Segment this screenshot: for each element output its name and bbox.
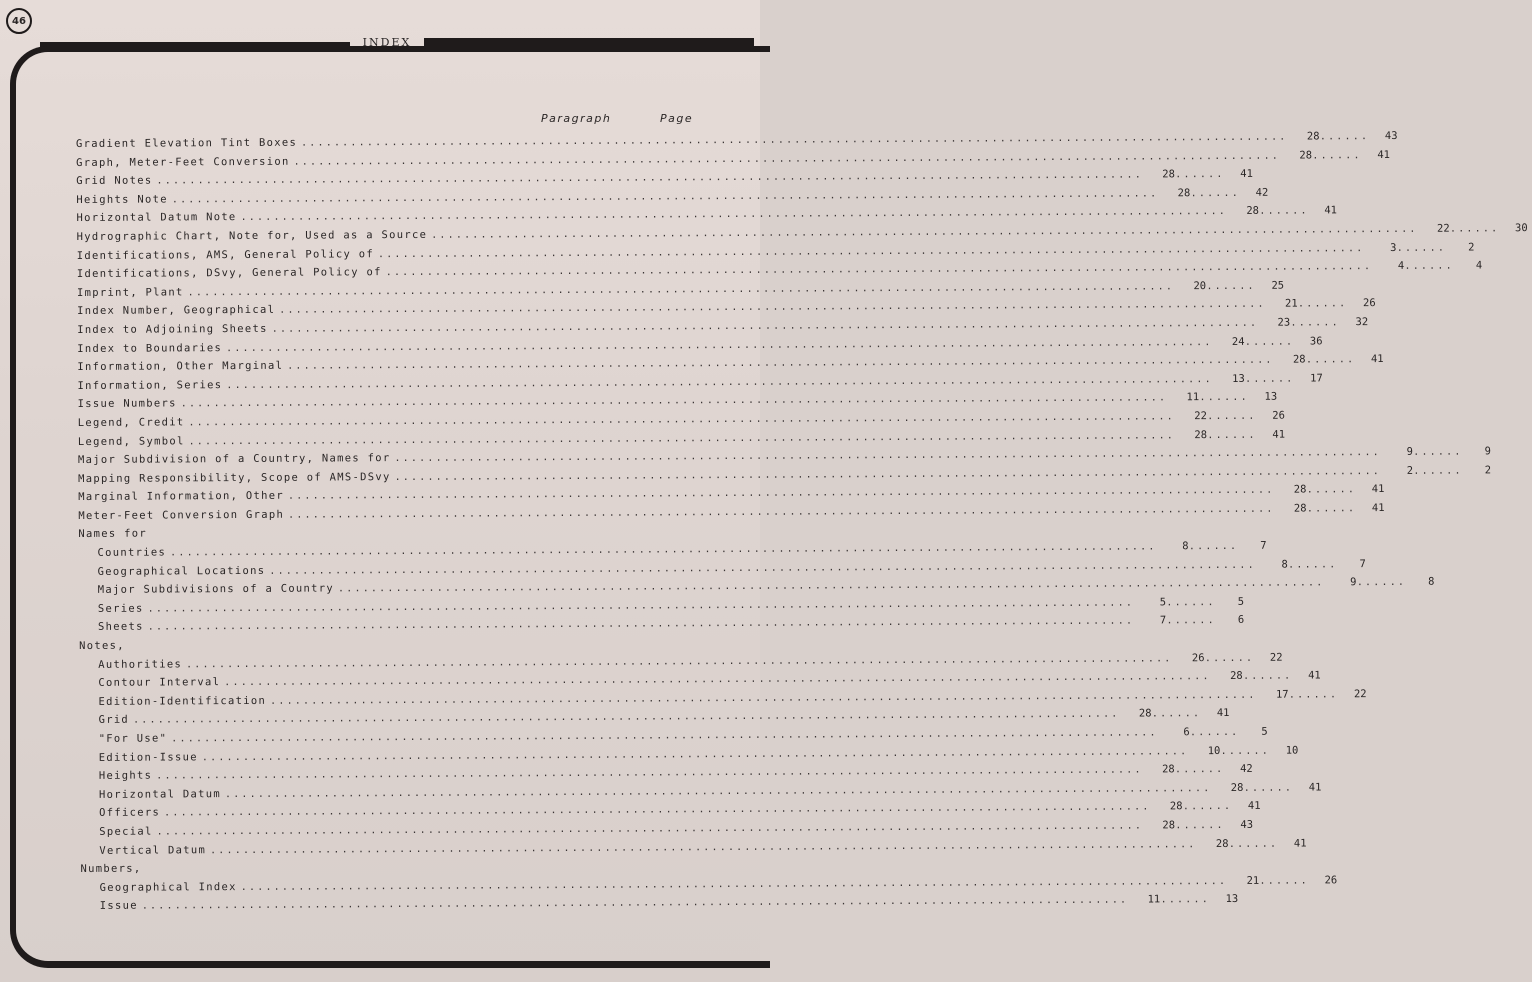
paragraph-number: 5 xyxy=(1159,596,1167,609)
paragraph-number: 28 xyxy=(1169,800,1183,813)
paragraph-number: 9 xyxy=(1406,445,1413,458)
column-header-paragraph: Paragraph xyxy=(541,112,612,125)
dot-leader: ........................................................................................................................ xyxy=(240,875,1228,893)
dot-leader: ........................................................................................................................ xyxy=(164,801,1151,819)
entry-label: Identifications, DSvy, General Policy of xyxy=(76,266,382,281)
page-reference: 22 xyxy=(1269,651,1283,664)
entry-label: Information, Other Marginal xyxy=(77,359,284,374)
paragraph-number: 28 xyxy=(1230,781,1244,794)
page-reference: 41 xyxy=(1371,501,1385,514)
paragraph-number: 28 xyxy=(1293,483,1307,496)
dot-leader: ...... xyxy=(1190,187,1240,199)
page-reference: 26 xyxy=(1272,409,1285,422)
entry-label: Legend, Symbol xyxy=(77,434,185,448)
page-reference: 4 xyxy=(1475,259,1483,272)
paragraph-number: 13 xyxy=(1232,372,1245,385)
dot-leader: ........................................................................................................................ xyxy=(188,429,1176,447)
dot-leader: ...... xyxy=(1259,205,1309,218)
dot-leader: ........................................................................................................................ xyxy=(171,727,1158,745)
entry-label: Series xyxy=(97,602,144,615)
entry-label: Gradient Elevation Tint Boxes xyxy=(76,136,298,150)
page-number: 46 xyxy=(12,15,26,27)
paragraph-number: 17 xyxy=(1275,688,1289,701)
entry-label: Index Number, Geographical xyxy=(77,304,276,318)
dot-leader: ........................................................................................................................ xyxy=(141,894,1129,912)
dot-leader: ...... xyxy=(1199,392,1249,404)
dot-leader: ...... xyxy=(1175,169,1225,181)
entry-label: Heights xyxy=(98,769,153,783)
dot-leader: ...... xyxy=(1312,149,1362,162)
paragraph-number: 28 xyxy=(1194,428,1208,441)
page-reference: 5 xyxy=(1237,595,1245,608)
entry-label: Index to Adjoining Sheets xyxy=(77,322,268,336)
paragraph-number: 28 xyxy=(1292,353,1306,366)
page-reference: 41 xyxy=(1240,167,1253,181)
dot-leader: ........................................................................................................................ xyxy=(288,503,1275,521)
page-reference: 41 xyxy=(1308,781,1322,794)
dot-leader: ........................................................................................................................ xyxy=(394,447,1381,465)
paragraph-number: 6 xyxy=(1183,726,1190,739)
dot-leader: ...... xyxy=(1182,801,1233,813)
entry-label: Authorities xyxy=(98,657,183,671)
page-reference: 32 xyxy=(1355,316,1369,329)
entry-label: Identifications, AMS, General Policy of xyxy=(76,247,374,262)
dot-leader: ...... xyxy=(1151,708,1202,720)
paragraph-number: 11 xyxy=(1147,893,1161,906)
dot-leader: ...... xyxy=(1306,484,1357,496)
paragraph-number: 4 xyxy=(1397,260,1405,273)
dot-leader: ........................................................................................................................ xyxy=(301,131,1288,149)
dot-leader: ........................................................................................................................ xyxy=(188,411,1175,429)
entry-label: Special xyxy=(99,825,153,838)
page-reference: 41 xyxy=(1293,837,1307,850)
page-reference: 17 xyxy=(1310,372,1323,385)
entry-label: Numbers, xyxy=(80,862,142,876)
entry-label: Hydrographic Chart, Note for, Used as a Source xyxy=(76,228,428,243)
paragraph-number: 21 xyxy=(1246,874,1260,887)
page-number-badge xyxy=(6,8,32,34)
paragraph-number: 28 xyxy=(1293,502,1307,515)
page-reference: 30 xyxy=(1514,222,1528,235)
paragraph-number: 28 xyxy=(1177,186,1191,200)
entry-label: Issue xyxy=(99,899,138,913)
page-reference: 43 xyxy=(1240,818,1254,831)
dot-leader: ...... xyxy=(1160,894,1210,906)
entry-label: Edition-Issue xyxy=(98,750,198,764)
page-reference: 13 xyxy=(1264,390,1278,404)
dot-leader: ...... xyxy=(1188,540,1239,553)
entry-label: Index to Boundaries xyxy=(77,341,223,355)
index-entry-list xyxy=(76,129,1528,919)
dot-leader: ...... xyxy=(1245,373,1295,385)
dot-leader: ........................................................................................................................ xyxy=(147,615,1135,634)
index-entry xyxy=(81,893,1239,918)
page-reference: 41 xyxy=(1308,669,1321,682)
dot-leader: ...... xyxy=(1319,131,1370,143)
entry-label: Countries xyxy=(97,546,167,559)
entry-label: Imprint, Plant xyxy=(76,286,184,299)
dot-leader: ...... xyxy=(1175,764,1225,776)
dot-leader: ...... xyxy=(1413,465,1463,477)
dot-leader: ........................................................................................................................ xyxy=(224,671,1211,689)
entry-label: Information, Series xyxy=(77,378,223,392)
paragraph-number: 21 xyxy=(1284,297,1298,310)
entry-label: Horizontal Datum xyxy=(98,787,221,801)
entry-label: Horizontal Datum Note xyxy=(76,211,237,225)
dot-leader: ........................................................................................................................ xyxy=(156,764,1143,782)
entry-label: Grid xyxy=(98,714,130,727)
dot-leader: ...... xyxy=(1243,782,1294,794)
page-reference: 41 xyxy=(1377,148,1391,161)
entry-label: Issue Numbers xyxy=(77,397,177,411)
dot-leader: ...... xyxy=(1305,354,1356,366)
dot-leader: ........................................................................................................................ xyxy=(170,541,1157,559)
dot-leader: ...... xyxy=(1288,689,1339,701)
dot-leader: ........................................................................................................................ xyxy=(269,559,1256,577)
dot-leader: ...... xyxy=(1259,875,1309,887)
entry-label: Legend, Credit xyxy=(77,416,185,429)
entry-label: Meter-Feet Conversion Graph xyxy=(78,508,285,522)
entry-label: Grid Notes xyxy=(76,174,153,188)
dot-leader: ...... xyxy=(1297,298,1348,310)
dot-leader: ...... xyxy=(1244,336,1295,348)
paragraph-number: 28 xyxy=(1162,168,1175,181)
dot-leader: ...... xyxy=(1166,596,1216,609)
dot-leader: ........................................................................................................................ xyxy=(210,838,1197,856)
paragraph-number: 2 xyxy=(1406,464,1414,477)
entry-label: Heights Note xyxy=(76,193,168,206)
page-reference: 41 xyxy=(1272,428,1286,441)
dot-leader: ...... xyxy=(1166,615,1216,627)
page-reference: 36 xyxy=(1309,334,1323,347)
dot-leader: ........................................................................................................................ xyxy=(394,465,1382,483)
page-reference: 41 xyxy=(1370,353,1384,366)
entry-label: Contour Interval xyxy=(98,676,221,690)
dot-leader: ...... xyxy=(1404,260,1454,273)
dot-leader: ...... xyxy=(1356,577,1407,589)
dot-leader: ........................................................................................................................ xyxy=(156,169,1143,187)
page-reference: 2 xyxy=(1484,464,1492,477)
paragraph-number: 20 xyxy=(1193,279,1207,292)
dot-leader: ........................................................................................................................ xyxy=(377,242,1365,260)
dot-leader: ...... xyxy=(1206,280,1256,292)
paragraph-number: 28 xyxy=(1215,837,1229,850)
dot-leader: ........................................................................................................................ xyxy=(270,689,1257,707)
page-reference: 41 xyxy=(1247,800,1261,813)
dot-leader: ...... xyxy=(1190,726,1240,739)
dot-leader: ........................................................................................................................ xyxy=(338,577,1325,595)
page-reference: 8 xyxy=(1428,575,1435,588)
dot-leader: ........................................................................................................................ xyxy=(226,373,1213,391)
entry-label: Edition-Identification xyxy=(98,694,267,708)
page-reference: 7 xyxy=(1260,539,1267,552)
paragraph-number: 9 xyxy=(1350,576,1357,589)
paragraph-number: 28 xyxy=(1230,670,1243,683)
page-reference: 42 xyxy=(1255,186,1269,199)
dot-leader: ........................................................................................................................ xyxy=(431,223,1418,241)
page-reference: 26 xyxy=(1362,297,1376,310)
paragraph-number: 26 xyxy=(1191,651,1205,664)
dot-leader: ........................................................................................................................ xyxy=(287,354,1274,372)
paragraph-number: 28 xyxy=(1246,205,1260,218)
entry-label: Sheets xyxy=(97,621,144,634)
entry-label: Geographical Index xyxy=(99,880,237,894)
dot-leader: ........................................................................................................................ xyxy=(240,206,1228,224)
entry-label: Officers xyxy=(99,806,161,820)
dot-leader: ...... xyxy=(1204,652,1255,664)
page-reference: 9 xyxy=(1484,445,1491,458)
dot-leader: ........................................................................................................................ xyxy=(156,820,1144,838)
dot-leader: ........................................................................................................................ xyxy=(171,188,1159,206)
paragraph-number: 8 xyxy=(1281,558,1288,571)
dot-leader: ...... xyxy=(1207,410,1257,423)
paragraph-number: 28 xyxy=(1162,819,1176,832)
paragraph-number: 8 xyxy=(1182,540,1189,553)
dot-leader: ...... xyxy=(1449,223,1500,235)
page-reference: 2 xyxy=(1468,241,1475,254)
paragraph-number: 10 xyxy=(1207,744,1221,757)
dot-leader: ........................................................................................................................ xyxy=(147,597,1135,615)
entry-label: Graph, Meter-Feet Conversion xyxy=(76,155,290,169)
dot-leader: ........................................................................................................................ xyxy=(186,652,1173,670)
entry-label: Mapping Responsibility, Scope of AMS-DSvy xyxy=(78,470,391,485)
dot-leader: ...... xyxy=(1306,503,1357,515)
paragraph-number: 3 xyxy=(1390,241,1397,254)
dot-leader: ...... xyxy=(1290,317,1340,329)
dot-leader: ........................................................................................................................ xyxy=(201,745,1189,763)
page-reference: 26 xyxy=(1324,874,1338,887)
entry-label: Names for xyxy=(78,528,148,541)
entry-label: Notes, xyxy=(79,639,125,653)
paragraph-number: 24 xyxy=(1231,335,1245,348)
paragraph-number: 22 xyxy=(1194,410,1207,423)
dot-leader: ...... xyxy=(1220,745,1271,757)
page-reference: 7 xyxy=(1359,557,1366,570)
paragraph-number: 28 xyxy=(1299,149,1313,162)
dot-leader: ........................................................................................................................ xyxy=(226,336,1213,354)
paragraph-number: 23 xyxy=(1277,316,1291,329)
page-reference: 6 xyxy=(1237,614,1245,627)
dot-leader: ...... xyxy=(1413,446,1463,458)
page-reference: 43 xyxy=(1384,129,1398,143)
dot-leader: ...... xyxy=(1396,242,1447,254)
dot-leader: ...... xyxy=(1243,670,1293,683)
dot-leader: ........................................................................................................................ xyxy=(385,261,1373,279)
page-reference: 25 xyxy=(1271,279,1285,292)
dot-leader: ...... xyxy=(1175,819,1225,832)
page-reference: 10 xyxy=(1285,744,1299,757)
page-reference: 42 xyxy=(1240,763,1253,776)
column-header-page: Page xyxy=(660,112,694,125)
dot-leader: ........................................................................................................................ xyxy=(287,484,1275,502)
paragraph-number: 11 xyxy=(1186,391,1200,404)
entry-label: "For Use" xyxy=(98,732,168,745)
page-reference: 5 xyxy=(1261,725,1268,738)
entry-label: Marginal Information, Other xyxy=(78,490,285,504)
page-reference: 13 xyxy=(1225,893,1239,906)
dot-leader: ........................................................................................................................ xyxy=(180,392,1168,410)
entry-label: Major Subdivisions of a Country xyxy=(97,582,335,597)
paragraph-number: 7 xyxy=(1159,614,1167,627)
dot-leader: ...... xyxy=(1288,558,1338,571)
dot-leader: ........................................................................................................................ xyxy=(187,281,1175,299)
page-reference: 22 xyxy=(1353,687,1367,701)
dot-leader: ........................................................................................................................ xyxy=(133,709,1120,727)
dot-leader: ........................................................................................................................ xyxy=(293,150,1281,168)
dot-leader: ........................................................................................................................ xyxy=(279,299,1266,317)
entry-label: Geographical Locations xyxy=(97,564,266,578)
paragraph-number: 28 xyxy=(1138,707,1152,720)
paragraph-number: 28 xyxy=(1306,130,1320,143)
paragraph-number: 28 xyxy=(1162,763,1175,776)
dot-leader: ........................................................................................................................ xyxy=(271,317,1259,335)
paragraph-number: 22 xyxy=(1436,222,1450,235)
page-reference: 41 xyxy=(1216,707,1230,720)
dot-leader: ........................................................................................................................ xyxy=(224,782,1212,800)
page-reference: 41 xyxy=(1371,483,1385,496)
page-reference: 41 xyxy=(1324,204,1338,217)
dot-leader: ...... xyxy=(1207,429,1257,441)
section-title: INDEX xyxy=(362,36,412,49)
entry-label: Vertical Datum xyxy=(99,843,207,857)
entry-label: Major Subdivision of a Country, Names for xyxy=(77,452,391,467)
dot-leader: ...... xyxy=(1228,838,1279,850)
